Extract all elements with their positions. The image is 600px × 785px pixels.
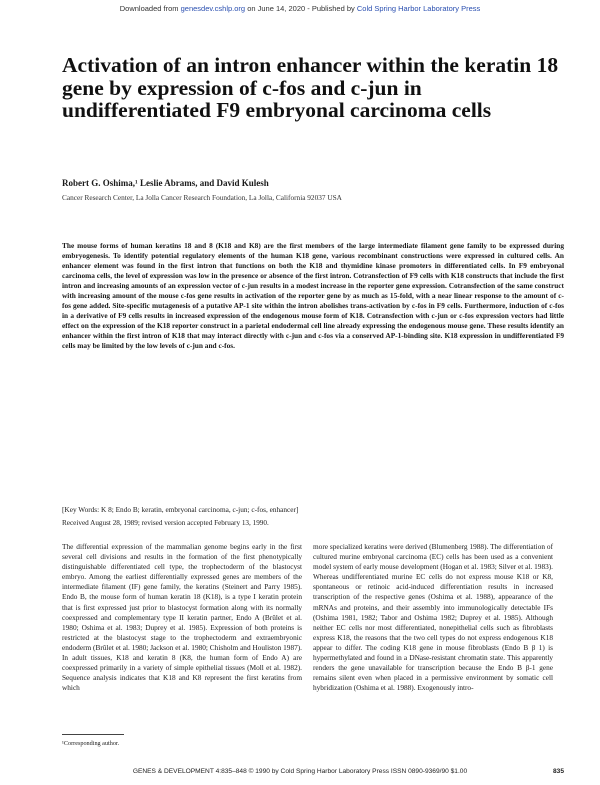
banner-publisher-link[interactable]: Cold Spring Harbor Laboratory Press	[356, 4, 481, 13]
affiliation: Cancer Research Center, La Jolla Cancer Research Foundation, La Jolla, California 92037 USA	[62, 193, 342, 202]
keywords: [Key Words: K 8; Endo B; keratin, embryonal carcinoma, c-jun; c-fos, enhancer]	[62, 505, 299, 514]
download-banner	[0, 4, 600, 13]
banner-middle: on June 14, 2020 - Published by	[245, 4, 357, 13]
body-column-left: The differential expression of the mammalian genome begins early in the first several cell divisions and results in the formation of the first phenotypically distinguishable differentiated cell type, the trophectoderm of the blastocyst embryo. Among the earliest differentially expressed genes are members of the intermediate filament (IF) gene family, the keratins (Steinert and Parry 1985). Endo B, the mouse form of human keratin 18 (K18), is a type I keratin protein that is first expressed just prior to blastocyst formation along with its normally coexpressed and complementary type II keratin partner, Endo A (Brûlet et al. 1980; Oshima et al. 1983; Duprey et al. 1985). Expression of both proteins is restricted at the blastocyst stage to the trophectoderm and extraembryonic endoderm (Brûlet et al. 1980; Jackson et al. 1980; Chisholm and Houliston 1987). In adult tissues, K18 and keratin 8 (K8, the human form of Endo A) are coexpressed primarily in a variety of simple epithelial tissues (Moll et al. 1982). Sequence analysis indicates that K18 and K8 represent the first keratins from which	[62, 542, 302, 693]
banner-site-link[interactable]: genesdev.cshlp.org	[180, 4, 246, 13]
received-date: Received August 28, 1989; revised version accepted February 13, 1990.	[62, 519, 269, 527]
authors: Robert G. Oshima,¹ Leslie Abrams, and David Kulesh	[62, 178, 269, 188]
page-footer	[0, 768, 600, 775]
journal-citation: GENES & DEVELOPMENT 4:835–848 © 1990 by Cold Spring Harbor Laboratory Press ISSN 0890-9369/90 $1.00	[132, 768, 468, 775]
banner-prefix: Downloaded from	[119, 4, 181, 13]
footnote: ¹Corresponding author.	[62, 740, 120, 747]
page-number: 835	[552, 768, 564, 775]
abstract: The mouse forms of human keratins 18 and 8 (K18 and K8) are the first members of the large intermediate filament gene family to be expressed during embryogenesis. To identify potential regulatory elements of the human K18 gene, various recombinant constructions were expressed in cultured cells. An enhancer element was found in the first intron that functions on both the K18 and thymidine kinase promoters in differentiated cells. In F9 embryonal carcinoma cells, the level of expression was low in the presence or absence of the first intron. Cotransfection of F9 cells with K18 constructs that include the first intron and increasing amounts of an expression vector of c-jun results in a modest increase in the reporter gene expression. Cotransfection of the same construct with increasing amount of the mouse c-fos gene results in activation of the reporter gene by as much as 15-fold, with a near linear response to the amount of c-fos gene added. Site-specific mutagenesis of a putative AP-1 site within the intron abolishes trans-activation by c-fos in F9 cells. Furthermore, induction of c-fos in a derivative of F9 cells results in increased expression of the endogenous mouse form of K18. Cotransfection with c-jun or c-fos expression vectors had little effect on the expression of the K18 reporter construct in a parietal endodermal cell line already expressing the endogenous mouse gene. These results identify an enhancer within the first intron of K18 that may interact directly with c-jun and c-fos via a conserved AP-1-binding site. K18 expression in undifferentiated F9 cells may be limited by the low levels of c-jun and c-fos.	[62, 241, 564, 351]
body-column-right: more specialized keratins were derived (Blumenberg 1988). The differentiation of cultured murine embryonal carcinoma (EC) cells has been used as a convenient model system of early mouse development (Hogan et al. 1983; Silver et al. 1983). Whereas undifferentiated murine EC cells do not express mouse K18 or K8, spontaneous or retinoic acid-induced differentiation results in increased transcription of the respective genes (Oshima et al. 1988), appearance of the mRNAs and proteins, and their assembly into immunologically detectable IFs (Oshima 1981, 1982; Tabor and Oshima 1982; Duprey et al. 1985). Although neither EC cells nor most differentiated, nonepithelial cells such as fibroblasts express K18, the reasons that the two cell types do not express endogenous K18 appear to differ. The coding K18 gene in mouse fibroblasts (Endo B β 1) is hypermethylated and found in a DNase-resistant chromatin state. This apparently renders the gene unavailable for transcription because the Endo B β-1 gene remains silent even when placed in a permissive environment by somatic cell hybridization (Oshima et al. 1988). Exogenously intro-	[313, 542, 553, 693]
article-title: Activation of an intron enhancer within the keratin 18 gene by expression of c-fos and c-jun in undifferentiated F9 embryonal carcinoma cells	[62, 53, 559, 122]
footnote-divider	[62, 734, 124, 735]
